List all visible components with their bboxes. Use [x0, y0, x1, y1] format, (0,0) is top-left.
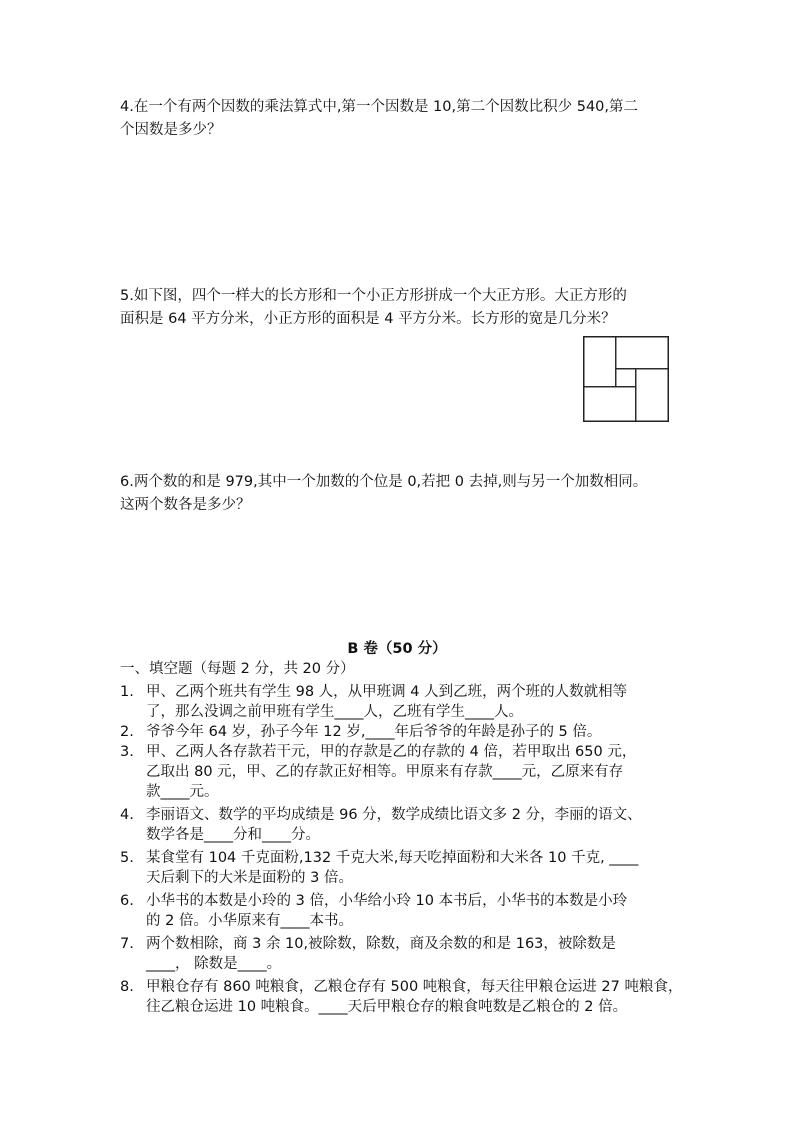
- item-7-line-2: ____， 除数是____。: [146, 956, 282, 972]
- item-4-line-1: 李丽语文、数学的平均成绩是 96 分，数学成绩比语文多 2 分，李丽的语文、: [146, 807, 642, 823]
- rectangle-top-right: [616, 337, 669, 369]
- item-3-line-1: 甲、乙两人各存款若干元，甲的存款是乙的存款的 4 倍，若甲取出 650 元，: [146, 744, 637, 760]
- rectangle-top-left: [584, 337, 616, 387]
- square-diagram: [583, 336, 669, 422]
- item-6-line-1: 小华书的本数是小玲的 3 倍，小华给小玲 10 本书后，小华书的本数是小玲: [146, 893, 628, 909]
- rectangle-bottom-right: [636, 369, 669, 422]
- item-8-line-1: 甲粮仓存有 860 吨粮食，乙粮仓存有 500 吨粮食，每天往甲粮仓运进 27 吨粮食，: [146, 979, 683, 995]
- item-2-line-1: 爷爷今年 64 岁，孙子今年 12 岁,____年后爷爷的年龄是孙子的 5 倍。: [146, 724, 602, 740]
- small-square: [616, 369, 636, 387]
- item-7-line-1: 两个数相除，商 3 余 10,被除数，除数，商及余数的和是 163，被除数是: [146, 936, 616, 952]
- item-8-line-2: 往乙粮仓运进 10 吨粮食。____天后甲粮仓存的粮食吨数是乙粮仓的 2 倍。: [146, 999, 628, 1015]
- item-3-line-3: 款____元。: [146, 784, 219, 800]
- section-b-title: B 卷（50 分）: [347, 641, 447, 657]
- problem-5-line-1: 5.如下图，四个一样大的长方形和一个小正方形拼成一个大正方形。大正方形的: [120, 288, 627, 304]
- section-b-subtitle: 一、填空题（每题 2 分，共 20 分）: [120, 661, 355, 677]
- item-number: 1.: [120, 684, 134, 700]
- item-3-line-2: 乙取出 80 元，甲、乙的存款正好相等。甲原来有存款____元，乙原来有存: [146, 764, 624, 780]
- item-4-line-2: 数学各是____分和____分。: [146, 827, 320, 843]
- problem-6-line-1: 6.两个数的和是 979,其中一个加数的个位是 0,若把 0 去掉,则与另一个加数相同。: [120, 474, 648, 490]
- item-number: 5.: [120, 850, 134, 866]
- item-number: 7.: [120, 936, 134, 952]
- item-6-line-2: 的 2 倍。小华原来有____本书。: [146, 913, 353, 929]
- problem-6-line-2: 这两个数各是多少？: [120, 497, 251, 513]
- item-1-line-1: 甲、乙两个班共有学生 98 人，从甲班调 4 人到乙班，两个班的人数就相等: [146, 684, 628, 700]
- item-1-line-2: 了，那么没调之前甲班有学生____人，乙班有学生____人。: [146, 704, 523, 720]
- item-number: 3.: [120, 744, 134, 760]
- item-number: 8.: [120, 979, 134, 995]
- rectangle-bottom-left: [584, 387, 636, 422]
- item-number: 6.: [120, 893, 134, 909]
- item-5-line-1: 某食堂有 104 千克面粉,132 千克大米,每天吃掉面粉和大米各 10 千克, ____: [146, 850, 639, 866]
- problem-5-line-2: 面积是 64 平方分米，小正方形的面积是 4 平方分米。长方形的宽是几分米？: [120, 311, 616, 327]
- item-number: 2.: [120, 724, 134, 740]
- problem-4-line-2: 个因数是多少？: [120, 122, 222, 138]
- problem-4-line-1: 4.在一个有两个因数的乘法算式中,第一个因数是 10,第二个因数比积少 540,第二: [120, 99, 639, 115]
- item-number: 4.: [120, 807, 134, 823]
- item-5-line-2: 天后剩下的大米是面粉的 3 倍。: [146, 870, 353, 886]
- large-square: [584, 337, 669, 422]
